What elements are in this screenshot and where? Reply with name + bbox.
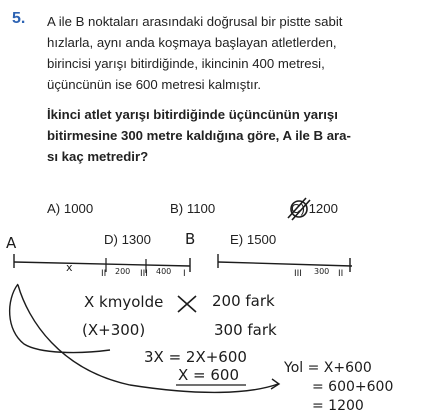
point-a-label: A <box>6 234 17 252</box>
question-line: hızlarla, aynı anda koşmaya başlayan atletlerden, <box>47 35 337 50</box>
arrow-curve <box>18 285 278 392</box>
segment-400-label: 400 <box>156 267 172 276</box>
option-value: 1300 <box>121 232 151 247</box>
track-ticks-first <box>106 258 146 273</box>
track-ends-first <box>14 254 190 272</box>
runner-two-mark: II <box>101 269 107 279</box>
option-letter: E) <box>230 232 244 247</box>
question-number: 5. <box>12 10 26 27</box>
note-difference-300: 300 fark <box>214 321 277 339</box>
arrow-head-icon <box>271 379 279 389</box>
track-ends-second <box>218 254 350 272</box>
bracket-curve <box>10 284 110 352</box>
option-letter: B) <box>170 201 184 216</box>
runner-three-mark: III <box>140 269 148 279</box>
runner-two-mark: II <box>338 269 344 279</box>
option-value: 1200 <box>308 201 338 216</box>
option-letter: A) <box>47 201 61 216</box>
equation-line-two: X = 600 <box>178 366 240 384</box>
equation-line-one: 3X = 2X+600 <box>144 348 247 366</box>
multiply-sign <box>178 296 196 312</box>
option-value: 1100 <box>186 201 216 216</box>
result-line-two: = 600+600 <box>312 379 394 395</box>
result-line-three: = 1200 <box>312 398 364 414</box>
option-value: 1500 <box>246 232 277 247</box>
option-value: 1000 <box>63 201 94 216</box>
result-line-one: Yol = X+600 <box>284 360 372 376</box>
question-line: A ile B noktaları arasındaki doğrusal bir pistte sabit <box>47 14 343 29</box>
option-d[interactable] <box>104 232 151 247</box>
question-prompt-line: sı kaç metredir? <box>47 149 149 164</box>
option-c[interactable] <box>291 201 338 216</box>
question-line: üçüncünün ise 600 metresi kalmıştır. <box>47 77 262 92</box>
track-line-second <box>218 262 352 266</box>
runner-one-mark: I <box>183 269 186 279</box>
note-distance-x: X kmyolde <box>84 293 164 311</box>
question-text <box>47 11 433 167</box>
note-distance-x-plus-300: (X+300) <box>82 321 146 339</box>
question-prompt-line: bitirmesine 300 metre kaldığına göre, A ile B ara- <box>47 128 351 143</box>
segment-x-label: x <box>66 261 73 274</box>
option-a[interactable] <box>47 201 93 216</box>
option-letter: C) <box>291 201 305 216</box>
question-prompt-line: İkinci atlet yarışı bitirdiğinde üçüncünün yarışı <box>47 107 338 122</box>
runner-three-mark: III <box>294 269 302 279</box>
segment-300-label: 300 <box>314 267 330 276</box>
question-line: birincisi yarışı bitirdiğinde, ikincinin 400 metresi, <box>47 56 325 71</box>
point-b-label: B <box>185 230 196 248</box>
option-b[interactable] <box>170 201 215 216</box>
option-e[interactable] <box>230 232 276 247</box>
segment-200-label: 200 <box>115 267 131 276</box>
option-letter: D) <box>104 232 118 247</box>
track-line-first <box>14 262 190 266</box>
note-difference-200: 200 fark <box>212 292 275 310</box>
